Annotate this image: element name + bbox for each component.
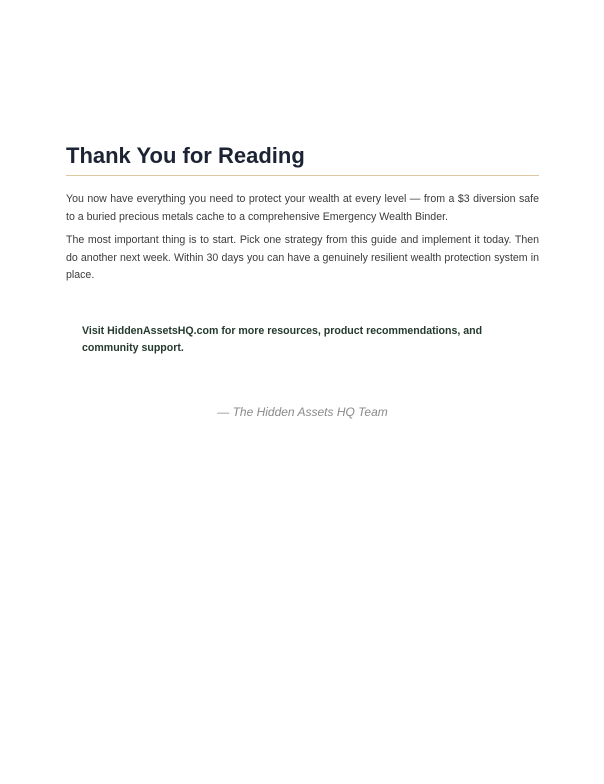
body-paragraph-intro: You now have everything you need to protect your wealth at every level — from a $3 diversion safe to a buried precious metals cache to a comprehensive Emergency Wealth Binder. [66, 193, 539, 223]
document-content [66, 142, 539, 432]
body-paragraph-start: The most important thing is to start. Pick one strategy from this guide and implement it today. Then do another next week. Within 30 days you can have a genuinely resilient wealth protection system in place. [66, 234, 539, 281]
signoff-text: — The Hidden Assets HQ Team [217, 404, 388, 419]
call-to-action-text: Visit HiddenAssetsHQ.com for more resources, product recommendations, and community support. [82, 324, 483, 354]
page-title: Thank You for Reading [66, 142, 539, 176]
